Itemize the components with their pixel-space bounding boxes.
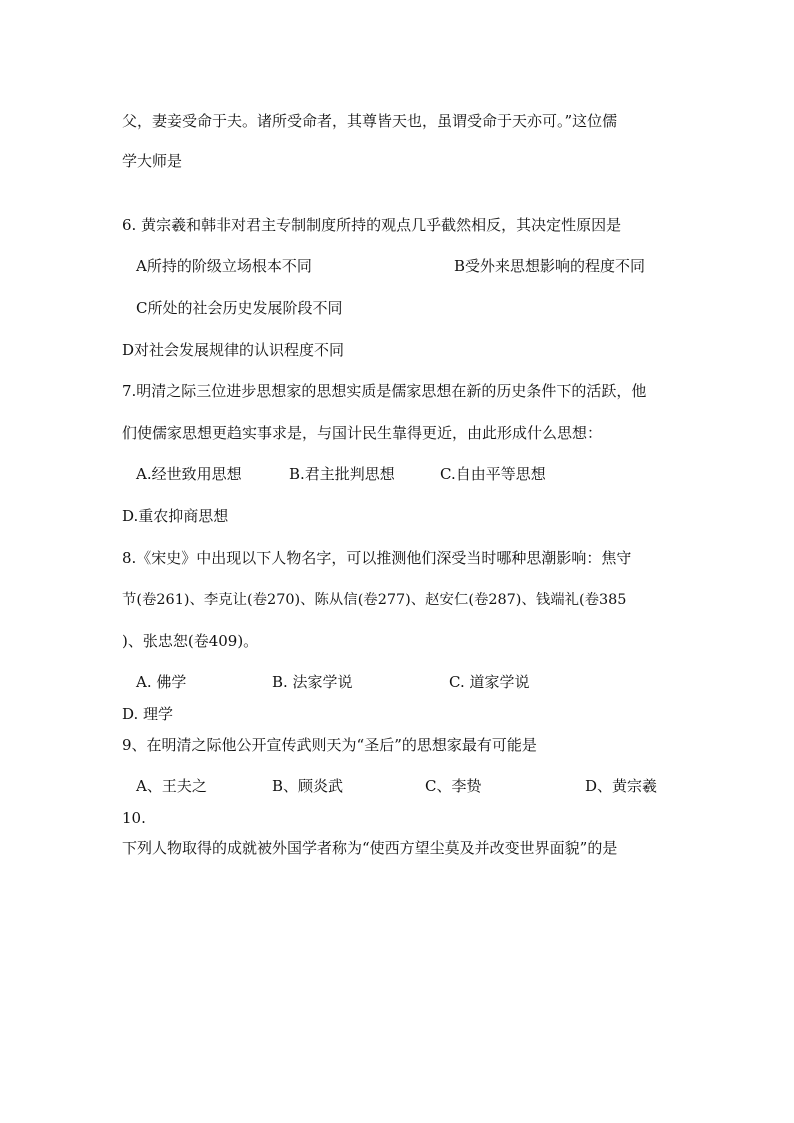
- q6-option-a: A所持的阶级立场根本不同: [136, 257, 312, 275]
- q8-stem-3: )、张忠恕(卷409)。: [122, 632, 259, 650]
- q7-option-c: C.自由平等思想: [440, 465, 546, 483]
- q9-stem: 9、在明清之际他公开宣传武则天为“圣后”的思想家最有可能是: [122, 736, 537, 754]
- q9-option-d: D、黄宗羲: [585, 777, 658, 795]
- q8-option-b: B. 法家学说: [272, 673, 353, 691]
- intro-line-1: 父，妻妾受命于夫。诸所受命者，其尊皆天也，虽谓受命于天亦可。”这位儒: [122, 112, 618, 130]
- q6-option-b: B受外来思想影响的程度不同: [454, 257, 646, 275]
- q9-option-c: C、李贽: [425, 777, 482, 795]
- q7-stem-2: 们使儒家思想更趋实事求是，与国计民生靠得更近，由此形成什么思想：: [122, 424, 603, 442]
- q8-option-d: D. 理学: [122, 705, 174, 723]
- q7-option-a: A.经世致用思想: [136, 465, 242, 483]
- q8-stem-1: 8.《宋史》中出现以下人物名字，可以推测他们深受当时哪种思潮影响：焦守: [122, 549, 632, 567]
- q10-number: 10.: [122, 809, 146, 827]
- q6-stem: 6. 黄宗羲和韩非对君主专制制度所持的观点几乎截然相反，其决定性原因是: [122, 216, 622, 234]
- q8-option-a: A. 佛学: [136, 673, 187, 691]
- q7-option-d: D.重农抑商思想: [122, 507, 229, 525]
- q9-option-b: B、顾炎武: [272, 777, 344, 795]
- q7-option-b: B.君主批判思想: [289, 465, 395, 483]
- q8-option-c: C. 道家学说: [449, 673, 530, 691]
- q8-stem-2: 节(卷261)、李克让(卷270)、陈从信(卷277)、赵安仁(卷287)、钱端礼(卷385: [122, 592, 627, 608]
- q10-stem: 下列人物取得的成就被外国学者称为“使西方望尘莫及并改变世界面貌”的是: [122, 839, 618, 857]
- q6-option-d: D对社会发展规律的认识程度不同: [122, 341, 345, 359]
- q6-option-c: C所处的社会历史发展阶段不同: [136, 299, 343, 317]
- q9-option-a: A、王夫之: [136, 777, 207, 795]
- intro-line-2: 学大师是: [122, 152, 183, 170]
- q7-stem-1: 7.明清之际三位进步思想家的思想实质是儒家思想在新的历史条件下的活跃，他: [122, 382, 647, 400]
